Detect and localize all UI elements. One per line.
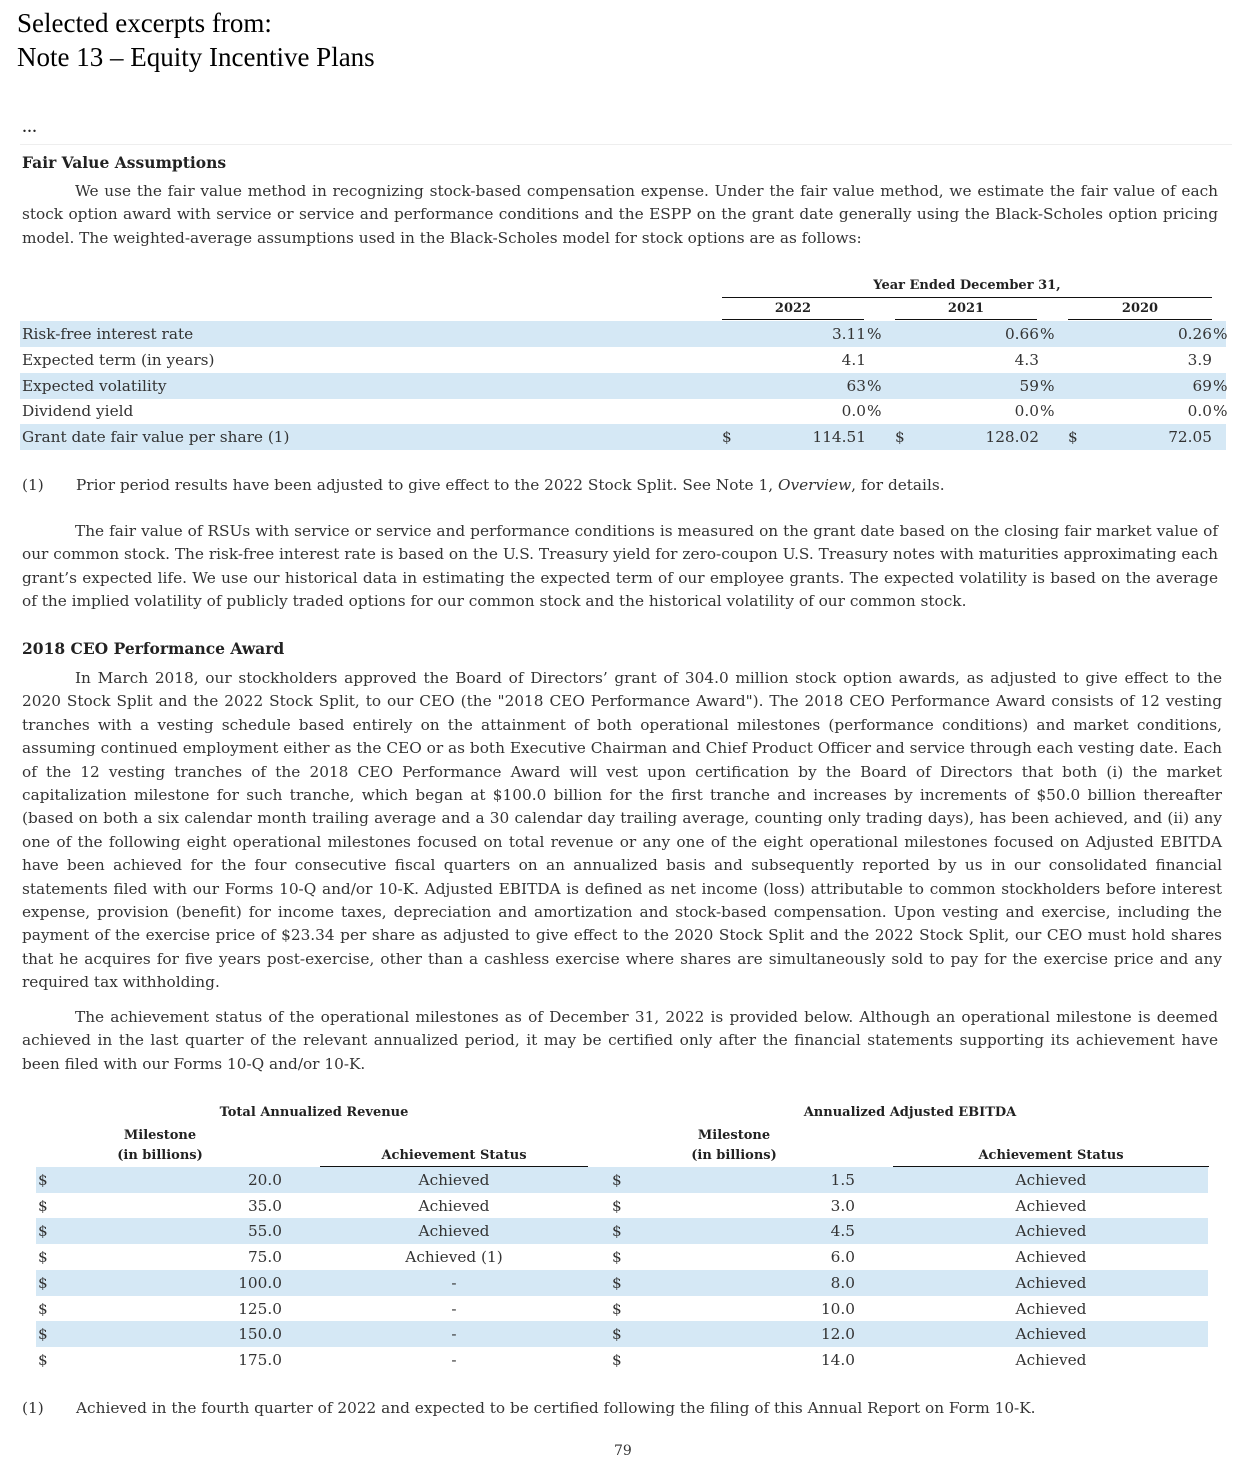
fair-value-title: Fair Value Assumptions — [22, 153, 227, 172]
table-cell-percent: % — [1213, 402, 1228, 420]
ebitda-milestone-header-line2: (in billions) — [691, 1148, 777, 1163]
table-cell-value: 4.3 — [1014, 351, 1039, 369]
ebitda-currency: $ — [612, 1300, 622, 1318]
table-cell-value: 0.66 — [1004, 325, 1039, 343]
ebitda-status-header: Achievement Status — [893, 1146, 1209, 1167]
table-cell-percent: % — [867, 377, 882, 395]
ebitda-currency: $ — [612, 1222, 622, 1240]
ebitda-currency: $ — [612, 1351, 622, 1369]
revenue-currency: $ — [38, 1197, 48, 1215]
footnote-text-italic: Overview — [777, 476, 852, 494]
table-cell-value: 4.1 — [841, 351, 866, 369]
ebitda-milestone-header — [654, 1126, 814, 1166]
milestones-footnote-marker: (1) — [22, 1399, 44, 1417]
ebitda-milestone-value: 8.0 — [830, 1274, 855, 1292]
ebitda-milestone-value: 10.0 — [820, 1300, 855, 1318]
ebitda-milestone-value: 12.0 — [820, 1325, 855, 1343]
ceo-award-title: 2018 CEO Performance Award — [22, 639, 285, 658]
revenue-group-header: Total Annualized Revenue — [219, 1105, 409, 1120]
revenue-status-header: Achievement Status — [320, 1146, 588, 1167]
table-cell-percent: % — [1213, 377, 1228, 395]
milestones-footnote: Achieved in the fourth quarter of 2022 and expected to be certified following the filing of this Annual Report on Form 10-K. — [76, 1399, 1036, 1417]
ebitda-milestone-header-line1: Milestone — [697, 1128, 771, 1143]
table-cell-percent: % — [867, 325, 882, 343]
ellipsis: ... — [22, 115, 37, 137]
table-row-label: Risk-free interest rate — [22, 325, 194, 343]
revenue-milestone-value: 175.0 — [238, 1351, 282, 1369]
table-cell-percent: % — [1040, 325, 1055, 343]
revenue-milestone-value: 35.0 — [247, 1197, 282, 1215]
year-header-2021: 2021 — [895, 299, 1037, 320]
revenue-milestone-value: 125.0 — [238, 1300, 282, 1318]
ebitda-achievement-status: Achieved — [1015, 1325, 1087, 1343]
ebitda-achievement-status: Achieved — [1015, 1222, 1087, 1240]
table-cell-value: 0.26 — [1177, 325, 1212, 343]
revenue-currency: $ — [38, 1351, 48, 1369]
table-cell-value: 0.0 — [841, 402, 866, 420]
fair-value-intro — [22, 180, 1218, 250]
revenue-achievement-status: - — [451, 1300, 457, 1318]
revenue-currency: $ — [38, 1171, 48, 1189]
revenue-milestone-value: 75.0 — [247, 1248, 282, 1266]
ebitda-milestone-value: 1.5 — [830, 1171, 855, 1189]
ebitda-achievement-status: Achieved — [1015, 1248, 1087, 1266]
table-cell-value: 3.9 — [1187, 351, 1212, 369]
ceo-award-paragraph-2 — [22, 1006, 1218, 1076]
ceo-award-paragraph-2-text: The achievement status of the operational milestones as of December 31, 2022 is provided below. Although an operational milestone is deemed achieved in the last quarter of the relevant annualized period, it may be certified only after the financial statements supporting its achievement have been filed with our Forms 10-Q and/or 10-K. — [22, 1008, 1218, 1073]
rsu-paragraph — [22, 520, 1218, 614]
excerpt-heading-line2: Note 13 – Equity Incentive Plans — [17, 42, 375, 72]
revenue-achievement-status: Achieved (1) — [405, 1248, 503, 1266]
revenue-achievement-status: Achieved — [418, 1222, 490, 1240]
revenue-milestone-header-line1: Milestone — [123, 1128, 197, 1143]
table-cell-percent: % — [1040, 377, 1055, 395]
table-cell-value: 114.51 — [812, 428, 866, 446]
ebitda-milestone-value: 3.0 — [830, 1197, 855, 1215]
revenue-milestone-value: 100.0 — [238, 1274, 282, 1292]
revenue-achievement-status: Achieved — [418, 1171, 490, 1189]
table-cell-currency: $ — [1068, 428, 1078, 446]
table-row-label: Dividend yield — [22, 402, 134, 420]
table-cell-value: 72.05 — [1168, 428, 1212, 446]
revenue-milestone-header — [80, 1126, 240, 1166]
fair-value-intro-text: We use the fair value method in recognizing stock-based compensation expense. Under the fair value method, we estimate the fair value of each stock option award with service or service and performance conditions and the ESPP on the grant date generally using the Black-Scholes option pricing model. The weighted-average assumptions used in the Black-Scholes model for stock options are as follows: — [22, 182, 1218, 247]
table-cell-value: 0.0 — [1014, 402, 1039, 420]
ebitda-achievement-status: Achieved — [1015, 1197, 1087, 1215]
table-cell-value: 3.11 — [831, 325, 866, 343]
ebitda-achievement-status: Achieved — [1015, 1274, 1087, 1292]
year-header-2020: 2020 — [1068, 299, 1212, 320]
ebitda-currency: $ — [612, 1197, 622, 1215]
ebitda-currency: $ — [612, 1274, 622, 1292]
table-cell-percent: % — [867, 402, 882, 420]
section-divider — [20, 144, 1232, 145]
revenue-achievement-status: - — [451, 1351, 457, 1369]
table-cell-percent: % — [1213, 325, 1228, 343]
revenue-milestone-value: 150.0 — [238, 1325, 282, 1343]
ebitda-milestone-value: 6.0 — [830, 1248, 855, 1266]
table-cell-value: 0.0 — [1187, 402, 1212, 420]
revenue-currency: $ — [38, 1222, 48, 1240]
rsu-paragraph-text: The fair value of RSUs with service or service and performance conditions is measured on the grant date based on the closing fair market value of our common stock. The risk-free interest rate is based on the U.S. Treasury yield for zero-coupon U.S. Treasury notes with maturities approximating each grant’s expected life. We use our historical data in estimating the expected term of our employee grants. The expected volatility is based on the average of the implied volatility of publicly traded options for our common stock and the historical volatility of our common stock. — [22, 522, 1218, 611]
year-group-header: Year Ended December 31, — [873, 278, 1061, 293]
ceo-award-paragraph-1 — [22, 667, 1222, 995]
ebitda-achievement-status: Achieved — [1015, 1171, 1087, 1189]
table-row-label: Expected volatility — [22, 377, 167, 395]
ebitda-achievement-status: Achieved — [1015, 1300, 1087, 1318]
revenue-milestone-header-line2: (in billions) — [117, 1148, 203, 1163]
revenue-achievement-status: Achieved — [418, 1197, 490, 1215]
ceo-award-paragraph-1-text: In March 2018, our stockholders approved the Board of Directors’ grant of 304.0 million stock option awards, as adjusted to give effect to the 2020 Stock Split and the 2022 Stock Split, to our CEO (the "2018 CEO Performance Award"). The 2018 CEO Performance Award consists of 12 vesting tranches with a vesting schedule based entirely on the attainment of both operational milestones (performance conditions) and market conditions, assuming continued employment either as the CEO or as both Executive Chairman and Chief Product Officer and service through each vesting date. Each of the 12 vesting tranches of the 2018 CEO Performance Award will vest upon certification by the Board of Directors that both (i) the market capitalization milestone for such tranche, which began at $100.0 billion for the first tranche and increases by increments of $50.0 billion thereafter (based on both a six calendar month trailing average and a 30 calendar day trailing average, counting only trading days), has been achieved, and (ii) any one of the following eight operational milestones focused on total revenue or any one of the eight operational milestones focused on Adjusted EBITDA have been achieved for the four consecutive fiscal quarters on an annualized basis and subsequently reported by us in our consolidated financial statements filed with our Forms 10-Q and/or 10-K. Adjusted EBITDA is defined as net income (loss) attributable to common stockholders before interest expense, provision (benefit) for income taxes, depreciation and amortization and stock-based compensation. Upon vesting and exercise, including the payment of the exercise price of $23.34 per share as adjusted to give effect to the 2020 Stock Split and the 2022 Stock Split, our CEO must hold shares that he acquires for five years post-exercise, other than a cashless exercise where shares are simultaneously sold to pay for the exercise price and any required tax withholding. — [22, 669, 1222, 992]
ebitda-currency: $ — [612, 1171, 622, 1189]
revenue-currency: $ — [38, 1274, 48, 1292]
page-number: 79 — [614, 1443, 632, 1459]
table-row-label: Grant date fair value per share (1) — [22, 428, 290, 446]
year-header-2022: 2022 — [722, 299, 864, 320]
year-group-underline — [722, 297, 1212, 298]
excerpt-heading-line1: Selected excerpts from: — [17, 8, 272, 38]
ebitda-achievement-status: Achieved — [1015, 1351, 1087, 1369]
ebitda-currency: $ — [612, 1248, 622, 1266]
table-cell-value: 63 — [846, 377, 866, 395]
table-cell-currency: $ — [722, 428, 732, 446]
fair-value-footnote-marker: (1) — [22, 476, 44, 494]
revenue-achievement-status: - — [451, 1274, 457, 1292]
revenue-currency: $ — [38, 1300, 48, 1318]
ebitda-milestone-value: 4.5 — [830, 1222, 855, 1240]
table-row-label: Expected term (in years) — [22, 351, 215, 369]
ebitda-group-header: Annualized Adjusted EBITDA — [803, 1105, 1017, 1120]
table-cell-value: 69 — [1192, 377, 1212, 395]
table-cell-currency: $ — [895, 428, 905, 446]
revenue-achievement-status: - — [451, 1325, 457, 1343]
revenue-currency: $ — [38, 1325, 48, 1343]
ebitda-milestone-value: 14.0 — [820, 1351, 855, 1369]
footnote-text-post: , for details. — [851, 476, 945, 494]
table-cell-value: 59 — [1019, 377, 1039, 395]
table-cell-percent: % — [1040, 402, 1055, 420]
revenue-currency: $ — [38, 1248, 48, 1266]
table-cell-value: 128.02 — [985, 428, 1039, 446]
revenue-milestone-value: 20.0 — [247, 1171, 282, 1189]
revenue-milestone-value: 55.0 — [247, 1222, 282, 1240]
footnote-text-pre: Prior period results have been adjusted to give effect to the 2022 Stock Split. See Note 1, — [76, 476, 778, 494]
ebitda-currency: $ — [612, 1325, 622, 1343]
fair-value-footnote — [76, 476, 945, 494]
